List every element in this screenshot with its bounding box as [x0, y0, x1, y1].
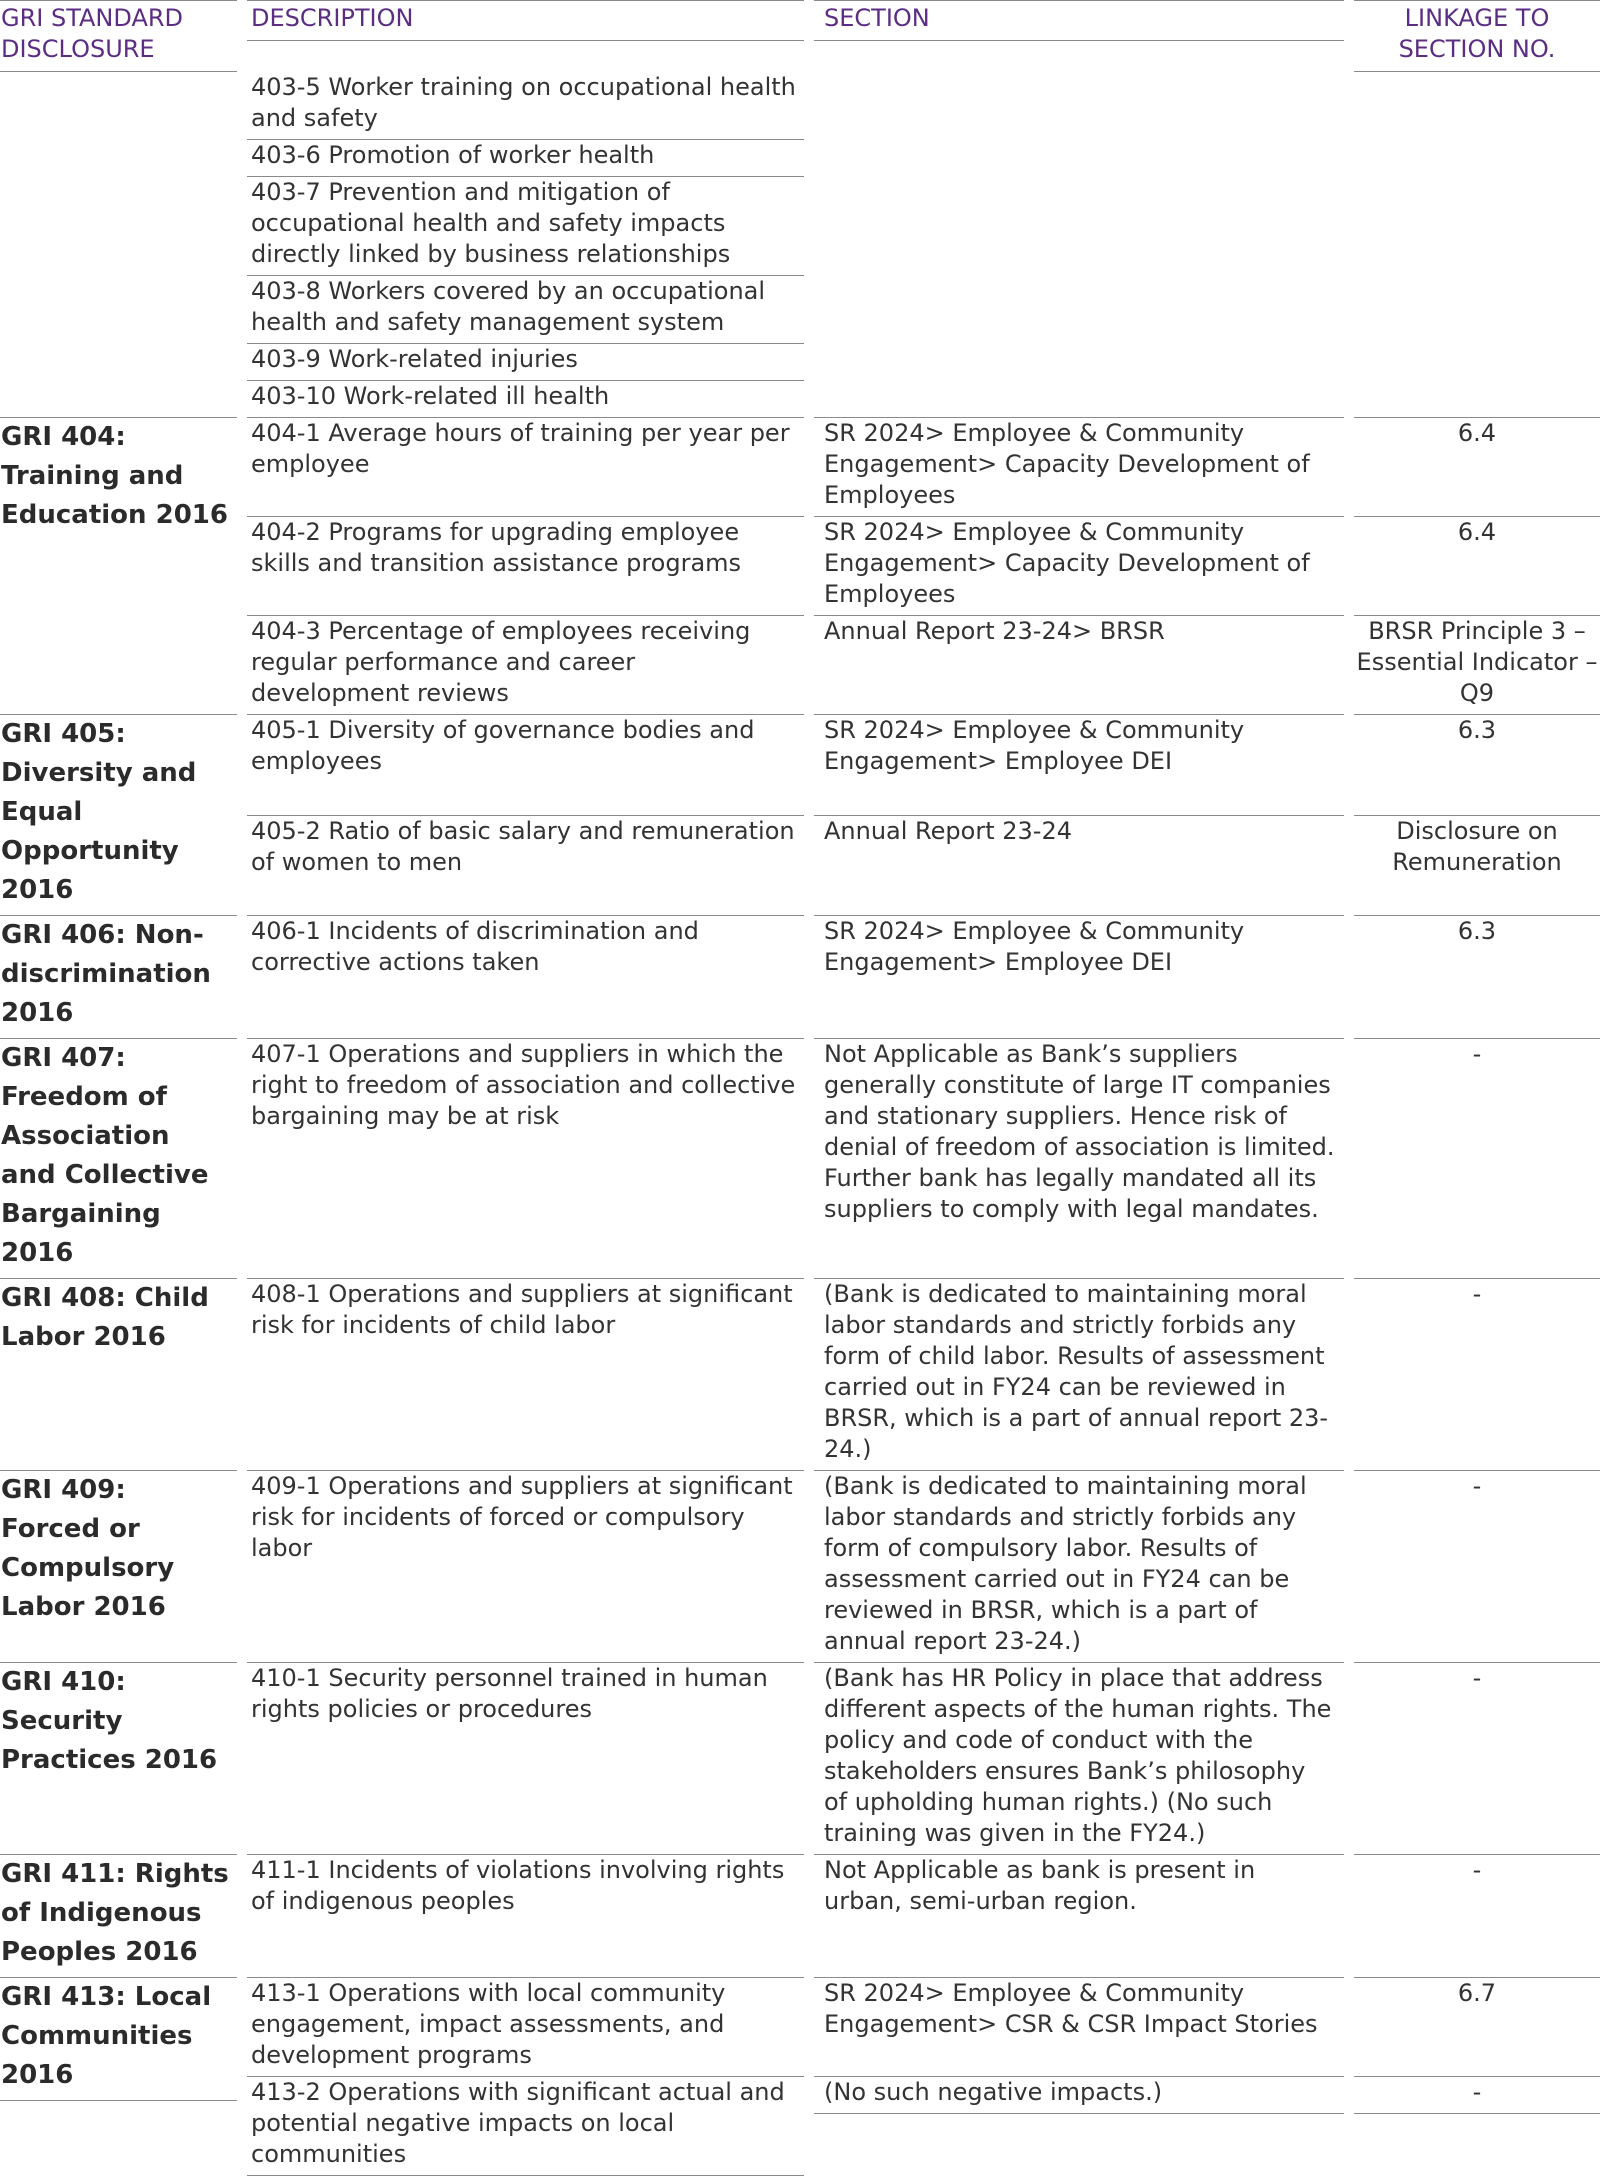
- standard-cell: GRI 411: Rights of Indigenous Peoples 2016: [0, 1854, 237, 1977]
- description-cell: 405-1 Diversity of governance bodies and employees: [237, 714, 814, 815]
- linkage-cell: -: [1354, 2076, 1600, 2176]
- section-cell: SR 2024> Employee & Community Engagement> Capacity Development of Employees: [814, 417, 1354, 516]
- section-cell: Not Applicable as bank is present in urban, semi-urban region.: [814, 1854, 1354, 1977]
- linkage-cell: -: [1354, 1278, 1600, 1470]
- linkage-cell: -: [1354, 1854, 1600, 1977]
- section-cell: SR 2024> Employee & Community Engagement> Capacity Development of Employees: [814, 516, 1354, 615]
- table-row: [0, 815, 1600, 916]
- description-cell: 403-5 Worker training on occupational health and safety: [251, 73, 796, 132]
- header-standard: GRI STANDARD DISCLOSURE: [0, 0, 237, 72]
- description-cell: 403-9 Work-related injuries: [237, 343, 814, 380]
- section-cell: (Bank is dedicated to maintaining moral labor standards and strictly forbids any form of compulsory labor. Results of assessment carried out in FY24 can be reviewed in BRSR, which is a part of annual report 23-24.): [814, 1470, 1354, 1662]
- table-row: [0, 516, 1600, 615]
- description-cell: 403-10 Work-related ill health: [237, 380, 814, 417]
- standard-cell: [0, 72, 237, 417]
- header-row: [0, 0, 1600, 72]
- description-cell: 407-1 Operations and suppliers in which the right to freedom of association and collective bargaining may be at risk: [237, 1038, 814, 1278]
- description-cell: 409-1 Operations and suppliers at significant risk for incidents of forced or compulsory labor: [237, 1470, 814, 1662]
- section-cell: SR 2024> Employee & Community Engagement> Employee DEI: [814, 714, 1354, 815]
- section-cell: SR 2024> Employee & Community Engagement> CSR & CSR Impact Stories: [814, 1977, 1354, 2076]
- section-cell: SR 2024> Employee & Community Engagement> Employee DEI: [814, 915, 1354, 1038]
- linkage-cell: [1354, 72, 1600, 417]
- section-cell: (Bank has HR Policy in place that address different aspects of the human rights. The policy and code of conduct with the stakeholders ensures Bank’s philosophy of upholding human rights.) (No such training was given in the FY24.): [814, 1662, 1354, 1854]
- linkage-cell: 6.7: [1354, 1977, 1600, 2076]
- table-row: [0, 1662, 1600, 1854]
- description-cell: 403-8 Workers covered by an occupational health and safety management system: [237, 275, 814, 343]
- description-cell: 403-6 Promotion of worker health: [237, 139, 814, 176]
- table-row: [0, 915, 1600, 1038]
- linkage-cell: 6.4: [1354, 516, 1600, 615]
- description-cell: 404-2 Programs for upgrading employee skills and transition assistance programs: [237, 516, 814, 615]
- header-description: DESCRIPTION: [237, 0, 814, 72]
- header-section: SECTION: [814, 0, 1354, 72]
- description-cell: 404-3 Percentage of employees receiving regular performance and career development reviews: [237, 615, 814, 714]
- section-cell: (Bank is dedicated to maintaining moral labor standards and strictly forbids any form of child labor. Results of assessment carried out in FY24 can be reviewed in BRSR, which is a part of annual report 23-24.): [814, 1278, 1354, 1470]
- description-cell: 413-2 Operations with significant actual and potential negative impacts on local communities: [237, 2076, 814, 2176]
- standard-cell: GRI 405: Diversity and Equal Opportunity 2016: [0, 714, 237, 915]
- table-row: [0, 72, 1600, 139]
- linkage-cell: -: [1354, 1470, 1600, 1662]
- linkage-cell: 6.3: [1354, 915, 1600, 1038]
- description-cell: 413-1 Operations with local community engagement, impact assessments, and development programs: [237, 1977, 814, 2076]
- section-cell: Annual Report 23-24: [814, 815, 1354, 916]
- description-cell: 411-1 Incidents of violations involving rights of indigenous peoples: [237, 1854, 814, 1977]
- section-cell: [814, 72, 1354, 417]
- linkage-cell: -: [1354, 1038, 1600, 1278]
- table-row: [0, 1278, 1600, 1470]
- standard-cell: GRI 408: Child Labor 2016: [0, 1278, 237, 1470]
- table-row: [0, 2076, 1600, 2176]
- table-row: [0, 1854, 1600, 1977]
- table-row: [0, 1470, 1600, 1662]
- standard-cell: GRI 410: Security Practices 2016: [0, 1662, 237, 1854]
- section-cell: Annual Report 23-24> BRSR: [814, 615, 1354, 714]
- table-row: [0, 1977, 1600, 2076]
- description-cell: 406-1 Incidents of discrimination and corrective actions taken: [237, 915, 814, 1038]
- standard-cell: GRI 406: Non-discrimination 2016: [0, 915, 237, 1038]
- standard-cell: GRI 404: Training and Education 2016: [0, 417, 237, 714]
- table-row: [0, 615, 1600, 714]
- linkage-cell: BRSR Principle 3 – Essential Indicator – Q9: [1354, 615, 1600, 714]
- standard-cell: GRI 407: Freedom of Association and Collective Bargaining 2016: [0, 1038, 237, 1278]
- description-cell: 403-7 Prevention and mitigation of occupational health and safety impacts directly linked by business relationships: [237, 176, 814, 275]
- linkage-cell: 6.3: [1354, 714, 1600, 815]
- standard-cell: GRI 413: Local Communities 2016: [0, 1977, 237, 2176]
- description-cell: 405-2 Ratio of basic salary and remuneration of women to men: [237, 815, 814, 916]
- table-row: [0, 417, 1600, 516]
- description-cell: 404-1 Average hours of training per year per employee: [237, 417, 814, 516]
- standard-cell: GRI 409: Forced or Compulsory Labor 2016: [0, 1470, 237, 1662]
- table-row: [0, 1038, 1600, 1278]
- linkage-cell: Disclosure on Remuneration: [1354, 815, 1600, 916]
- table-row: [0, 714, 1600, 815]
- header-linkage: LINKAGE TO SECTION NO.: [1354, 0, 1600, 72]
- description-cell: 408-1 Operations and suppliers at significant risk for incidents of child labor: [237, 1278, 814, 1470]
- section-cell: (No such negative impacts.): [814, 2076, 1354, 2176]
- linkage-cell: 6.4: [1354, 417, 1600, 516]
- linkage-cell: -: [1354, 1662, 1600, 1854]
- section-cell: Not Applicable as Bank’s suppliers generally constitute of large IT companies and stationary suppliers. Hence risk of denial of freedom of association is limited. Further bank has legally mandated all its suppliers to comply with legal mandates.: [814, 1038, 1354, 1278]
- description-cell: 410-1 Security personnel trained in human rights policies or procedures: [237, 1662, 814, 1854]
